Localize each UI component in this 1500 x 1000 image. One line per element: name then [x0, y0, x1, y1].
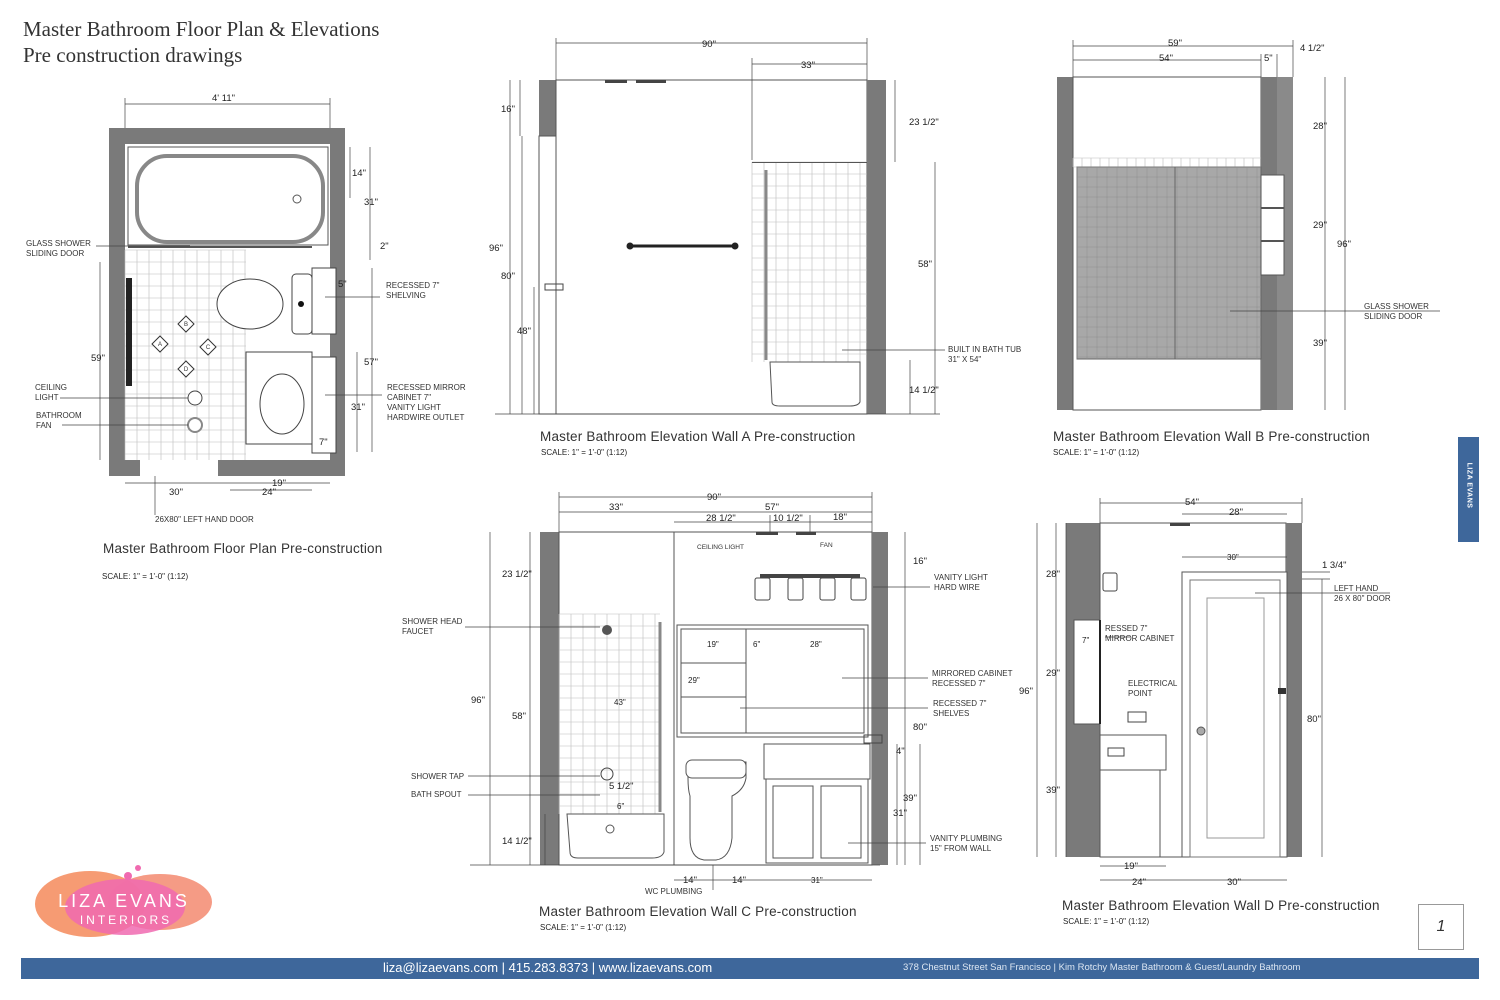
- wc-dim-31a: 31": [893, 808, 907, 819]
- fp-caption: Master Bathroom Floor Plan Pre-construction: [103, 541, 383, 556]
- wd-dim-24: 24": [1132, 877, 1146, 888]
- fp-dim-19: 19": [272, 478, 286, 489]
- wa-dim-14: 14 1/2": [909, 385, 939, 396]
- title-line-1: Master Bathroom Floor Plan & Elevations: [23, 17, 380, 41]
- wd-caption: Master Bathroom Elevation Wall D Pre-construction: [1062, 898, 1380, 913]
- wd-dim-96: 96": [1019, 686, 1033, 697]
- page-number: 1: [1436, 918, 1446, 935]
- wall-d-drawing: [1010, 490, 1430, 900]
- wc-dim-58: 58": [512, 711, 526, 722]
- fp-dim-59: 59": [91, 353, 105, 364]
- wc-dim-31b: 31": [811, 876, 823, 885]
- logo-line-1: LIZA EVANS: [58, 891, 190, 911]
- fp-dim-2: 2": [380, 241, 389, 252]
- wc-dim-28a: 28 1/2": [706, 513, 736, 524]
- wd-dim-29: 29": [1046, 668, 1060, 679]
- marker-b: B: [183, 322, 189, 328]
- wc-dim-96: 96": [471, 695, 485, 706]
- wall-b-drawing: [1040, 30, 1460, 430]
- logo-line-2: INTERIORS: [79, 913, 173, 927]
- wb-dim-29: 29": [1313, 220, 1327, 231]
- wd-dim-19: 19": [1124, 861, 1138, 872]
- wd-label-door: LEFT HAND 26 X 80" DOOR: [1334, 584, 1391, 603]
- footer-contact[interactable]: liza@lizaevans.com | 415.283.8373 | www.lizaevans.com: [383, 960, 713, 975]
- wc-dim-10: 10 1/2": [773, 513, 803, 524]
- page-number-box: [1418, 904, 1464, 950]
- wa-dim-90: 90": [702, 39, 716, 50]
- marker-a: A: [157, 342, 163, 348]
- wc-dim-14a: 14": [683, 875, 697, 886]
- wd-dim-28b: 28": [1046, 569, 1060, 580]
- wc-dim-14b: 14": [732, 875, 746, 886]
- wc-label-fan: FAN: [820, 542, 833, 549]
- marker-d: D: [183, 367, 189, 373]
- side-tab-label: LIZA EVANS: [1465, 462, 1473, 509]
- wc-label-mirrored: MIRRORED CABINET RECESSED 7": [932, 669, 1013, 688]
- wd-dim-39: 39": [1046, 785, 1060, 796]
- wc-dim-6a: 6": [617, 802, 625, 811]
- wc-scale: SCALE: 1" = 1'-0" (1:12): [540, 923, 627, 932]
- wc-caption: Master Bathroom Elevation Wall C Pre-construction: [539, 904, 857, 919]
- fp-label-ceiling-light: CEILING LIGHT: [35, 383, 68, 402]
- wc-dim-6b: 6": [753, 640, 761, 649]
- wall-a-drawing: [480, 30, 980, 430]
- wc-dim-23: 23 1/2": [502, 569, 532, 580]
- wc-dim-4: 4": [896, 746, 905, 757]
- wb-dim-5: 5": [1264, 53, 1273, 64]
- wd-dim-54: 54": [1185, 497, 1199, 508]
- wd-dim-28a: 28": [1229, 507, 1243, 518]
- wb-scale: SCALE: 1" = 1'-0" (1:12): [1053, 448, 1140, 457]
- wb-dim-28: 28": [1313, 121, 1327, 132]
- wa-dim-96: 96": [489, 243, 503, 254]
- wd-label-electrical: ELECTRICAL POINT: [1128, 679, 1178, 698]
- wc-dim-33: 33": [609, 502, 623, 513]
- wc-label-shelves: RECESSED 7" SHELVES: [933, 699, 987, 718]
- fp-dim-7: 7": [319, 437, 328, 448]
- wc-label-shower-head: SHOWER HEAD FAUCET: [402, 617, 463, 636]
- wa-dim-48: 48": [517, 326, 531, 337]
- wc-dim-16: 16": [913, 556, 927, 567]
- fp-dim-5: 5": [338, 279, 347, 290]
- wa-dim-80: 80": [501, 271, 515, 282]
- wd-dim-30b: 30": [1227, 877, 1241, 888]
- wb-label-glass: GLASS SHOWER SLIDING DOOR: [1364, 302, 1429, 321]
- fp-label-bathroom-fan: BATHROOM FAN: [36, 411, 82, 430]
- fp-label-recessed-mirror: RECESSED MIRROR CABINET 7" VANITY LIGHT HARDWIRE OUTLET: [387, 383, 466, 422]
- fp-dim-57: 57": [364, 357, 378, 368]
- wd-dim-7: 7": [1082, 636, 1090, 645]
- fp-scale: SCALE: 1" = 1'-0" (1:12): [102, 572, 189, 581]
- wc-label-bath-spout: BATH SPOUT: [411, 790, 462, 799]
- wb-dim-96: 96": [1337, 239, 1351, 250]
- wb-caption: Master Bathroom Elevation Wall B Pre-construction: [1053, 429, 1370, 444]
- wa-caption: Master Bathroom Elevation Wall A Pre-construction: [540, 429, 856, 444]
- wb-dim-39: 39": [1313, 338, 1327, 349]
- wb-dim-4: 4 1/2": [1300, 43, 1325, 54]
- marker-c: C: [205, 345, 211, 351]
- wc-dim-39: 39": [903, 793, 917, 804]
- fp-dim-14: 14": [352, 168, 366, 179]
- wa-label-tub: BUILT IN BATH TUB 31" X 54": [948, 345, 1022, 364]
- wa-dim-33: 33": [801, 60, 815, 71]
- wc-label-wc: WC PLUMBING: [645, 887, 703, 896]
- wa-scale: SCALE: 1" = 1'-0" (1:12): [541, 448, 628, 457]
- footer-bar: [21, 958, 1479, 979]
- wc-dim-28b: 28": [810, 640, 822, 649]
- wc-label-shower-tap: SHOWER TAP: [411, 772, 465, 781]
- wd-dim-30a: 30": [1227, 553, 1239, 562]
- title-line-2: Pre construction drawings: [23, 43, 243, 67]
- fp-label-door: 26X80" LEFT HAND DOOR: [155, 515, 254, 524]
- wc-label-vanity-light: VANITY LIGHT HARD WIRE: [934, 573, 988, 592]
- wd-dim-80: 80": [1307, 714, 1321, 725]
- fp-label-recessed-shelving: RECESSED 7" SHELVING: [386, 281, 440, 300]
- wc-dim-19: 19": [707, 640, 719, 649]
- floor-plan-drawing: [0, 0, 480, 540]
- wd-scale: SCALE: 1" = 1'-0" (1:12): [1063, 917, 1150, 926]
- fp-dim-31b: 31": [351, 402, 365, 413]
- liza-evans-logo: [30, 862, 215, 942]
- wb-dim-54: 54": [1159, 53, 1173, 64]
- fp-dim-30: 30": [169, 487, 183, 498]
- footer-project: 378 Chestnut Street San Francisco | Kim Rotchy Master Bathroom & Guest/Laundry Bathroom: [903, 962, 1301, 973]
- wa-dim-58: 58": [918, 259, 932, 270]
- fp-label-glass-shower: GLASS SHOWER SLIDING DOOR: [26, 239, 91, 258]
- wb-dim-59: 59": [1168, 38, 1182, 49]
- wc-label-vanity-plumbing: VANITY PLUMBING 15" FROM WALL: [930, 834, 1003, 853]
- wc-dim-80: 80": [913, 722, 927, 733]
- wc-label-ceiling-light: CEILING LIGHT: [697, 544, 744, 551]
- wd-label-mirror: RESSED 7" MIRROR CABINET: [1105, 624, 1175, 643]
- side-tab: [1458, 437, 1479, 542]
- wc-dim-14: 14 1/2": [502, 836, 532, 847]
- wc-dim-57: 57": [765, 502, 779, 513]
- wc-dim-43: 43": [614, 698, 626, 707]
- wc-dim-5: 5 1/2": [609, 781, 634, 792]
- wc-dim-90: 90": [707, 492, 721, 503]
- fp-dim-24: 24": [262, 487, 276, 498]
- fp-dim-width: 4' 11": [212, 93, 235, 104]
- wc-dim-18: 18": [833, 512, 847, 523]
- wa-dim-23: 23 1/2": [909, 117, 939, 128]
- fp-dim-31a: 31": [364, 197, 378, 208]
- wd-dim-134: 1 3/4": [1322, 560, 1347, 571]
- wa-dim-16: 16": [501, 104, 515, 115]
- wc-dim-29: 29": [688, 676, 700, 685]
